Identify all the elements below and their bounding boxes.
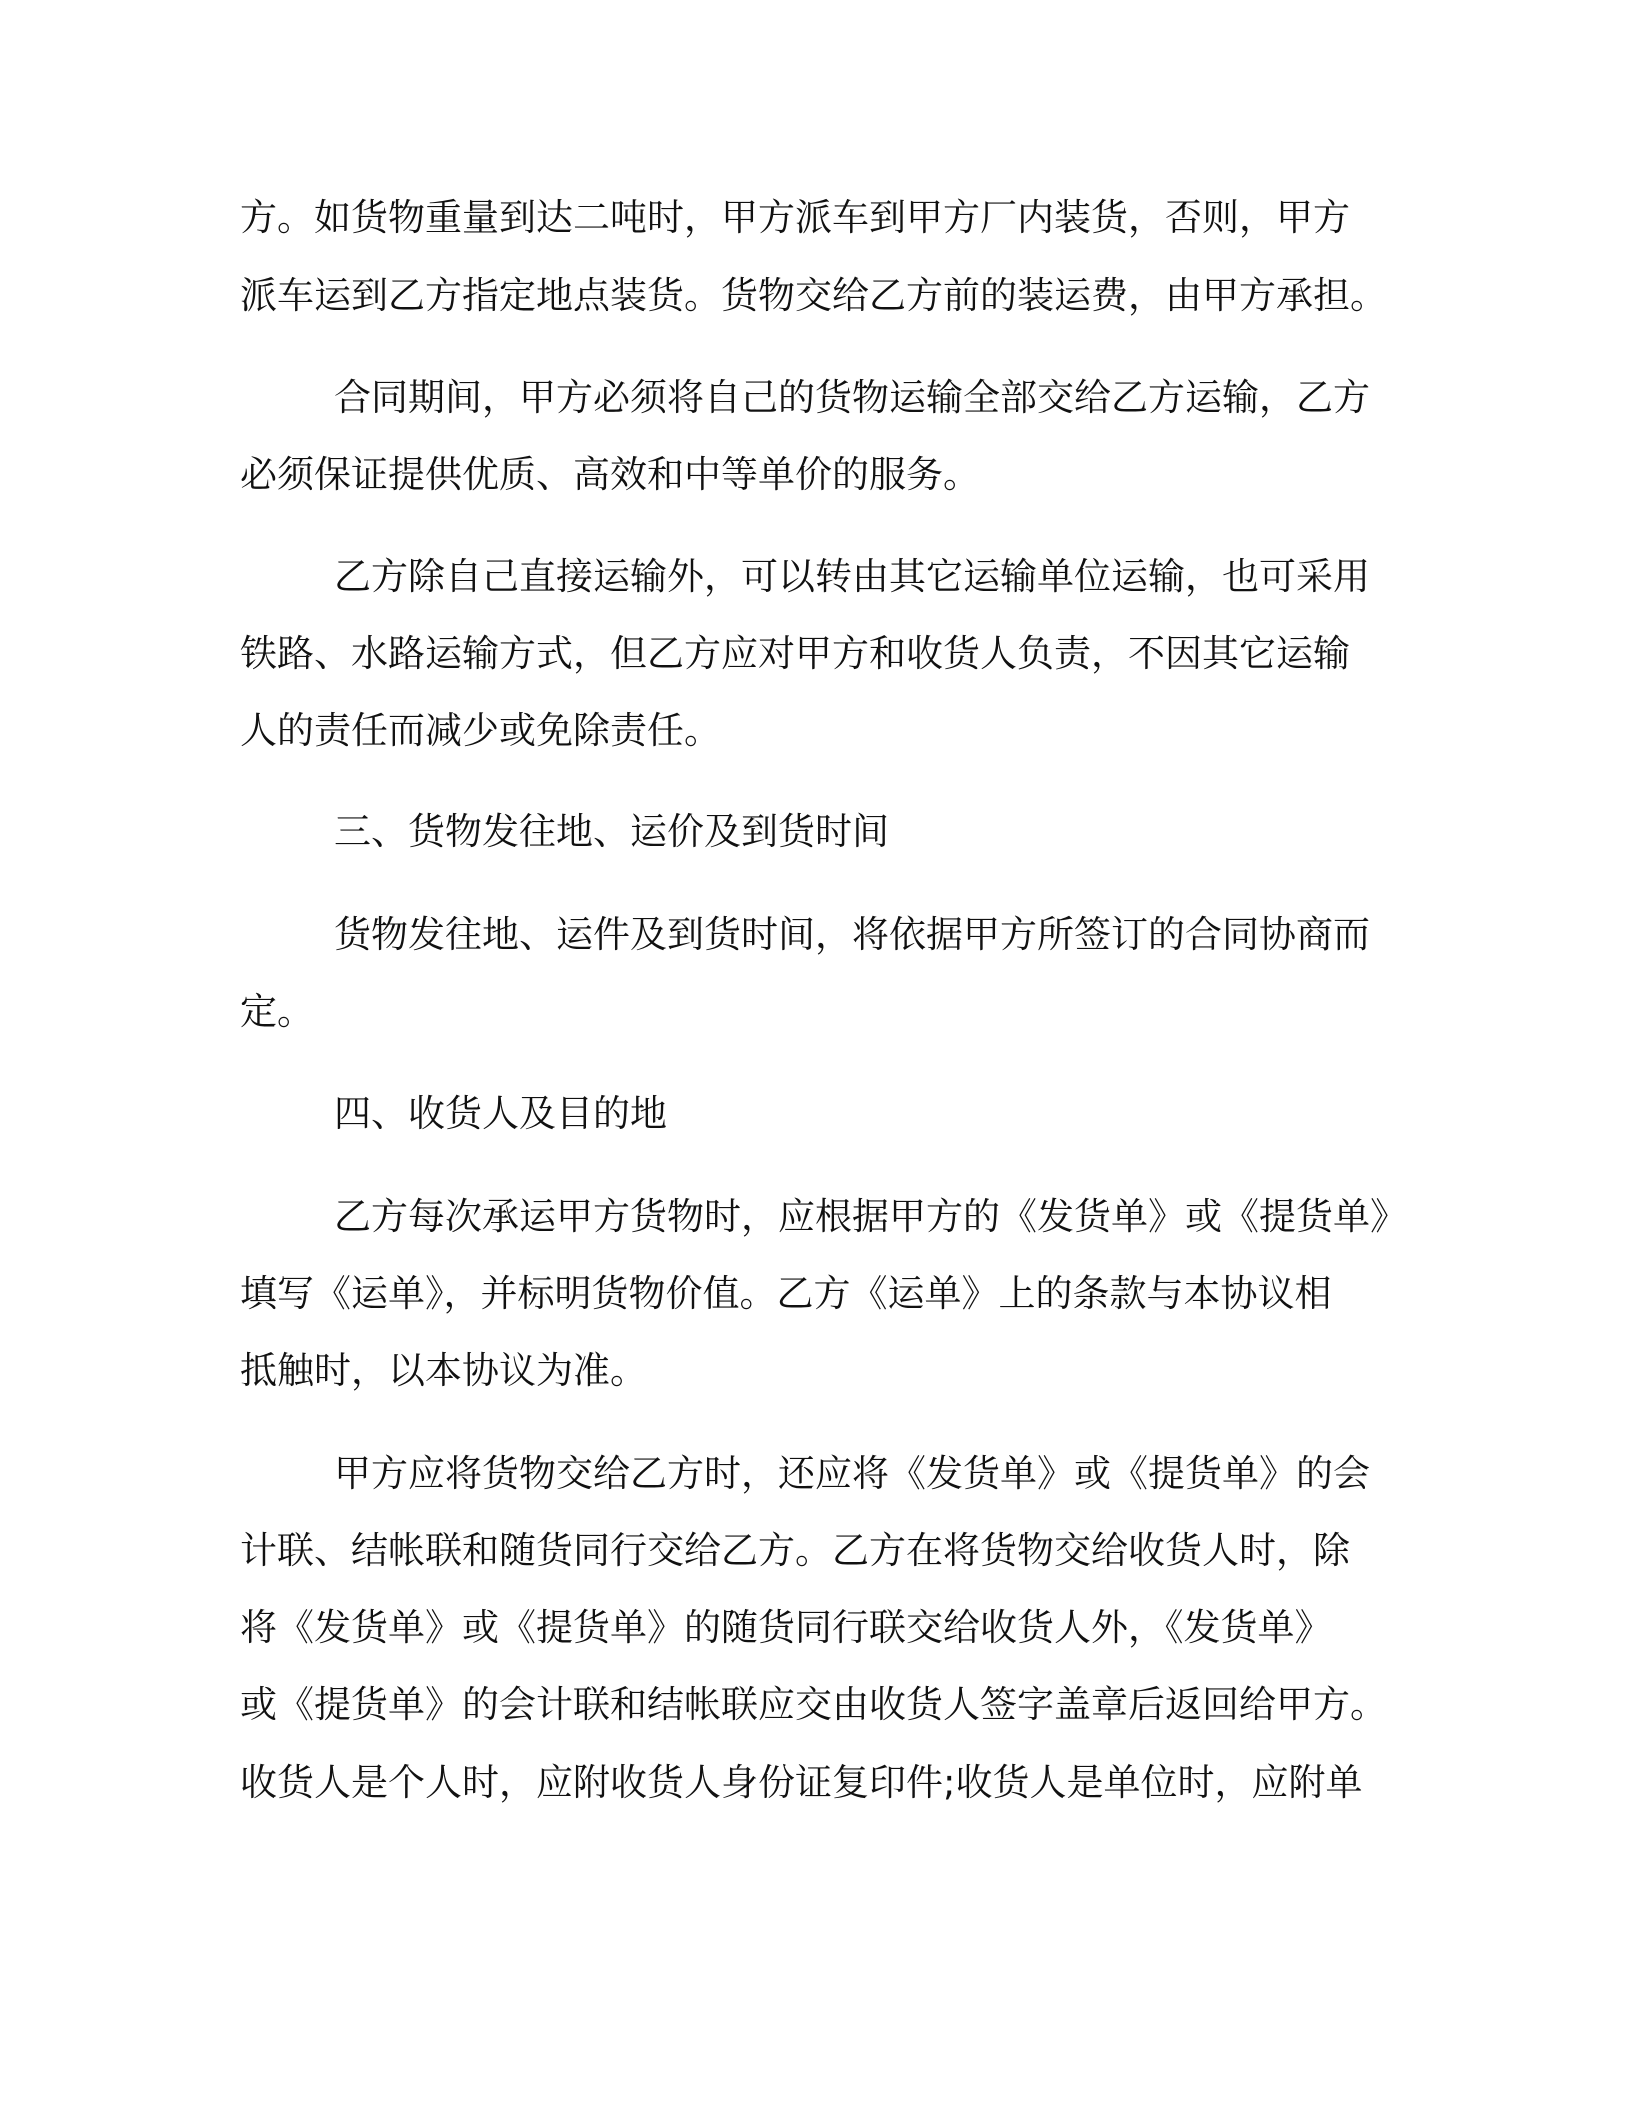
paragraph-line: 派车运到乙方指定地点装货。货物交给乙方前的装运费，由甲方承担。 [240,274,1387,317]
paragraph-line: 计联、结帐联和随货同行交给乙方。乙方在将货物交给收货人时，除 [240,1529,1350,1572]
paragraph-line: 人的责任而减少或免除责任。 [240,709,721,752]
section-heading: 四、收货人及目的地 [334,1092,667,1135]
section-heading: 三、货物发往地、运价及到货时间 [334,810,889,853]
paragraph-line: 货物发往地、运件及到货时间，将依据甲方所签订的合同协商而 [334,913,1370,956]
paragraph-line: 定。 [240,990,314,1033]
paragraph-line: 必须保证提供优质、高效和中等单价的服务。 [240,453,980,496]
paragraph-line: 合同期间，甲方必须将自己的货物运输全部交给乙方运输，乙方 [334,376,1370,419]
paragraph-line: 收货人是个人时，应附收货人身份证复印件;收货人是单位时，应附单 [240,1761,1363,1804]
paragraph-line: 将《发货单》或《提货单》的随货同行联交给收货人外，《发货单》 [240,1606,1332,1649]
paragraph-line: 甲方应将货物交给乙方时，还应将《发货单》或《提货单》的会 [334,1452,1370,1495]
paragraph-line: 抵触时，以本协议为准。 [240,1349,647,1392]
paragraph-line: 方。如货物重量到达二吨时，甲方派车到甲方厂内装货，否则，甲方 [240,196,1350,239]
paragraph-line: 或《提货单》的会计联和结帐联应交由收货人签字盖章后返回给甲方。 [240,1683,1387,1726]
paragraph-line: 铁路、水路运输方式，但乙方应对甲方和收货人负责，不因其它运输 [240,632,1350,675]
paragraph-line: 填写《运单》，并标明货物价值。乙方《运单》上的条款与本协议相 [240,1272,1332,1315]
paragraph-line: 乙方除自己直接运输外，可以转由其它运输单位运输，也可采用 [334,555,1370,598]
paragraph-line: 乙方每次承运甲方货物时，应根据甲方的《发货单》或《提货单》 [334,1195,1407,1238]
